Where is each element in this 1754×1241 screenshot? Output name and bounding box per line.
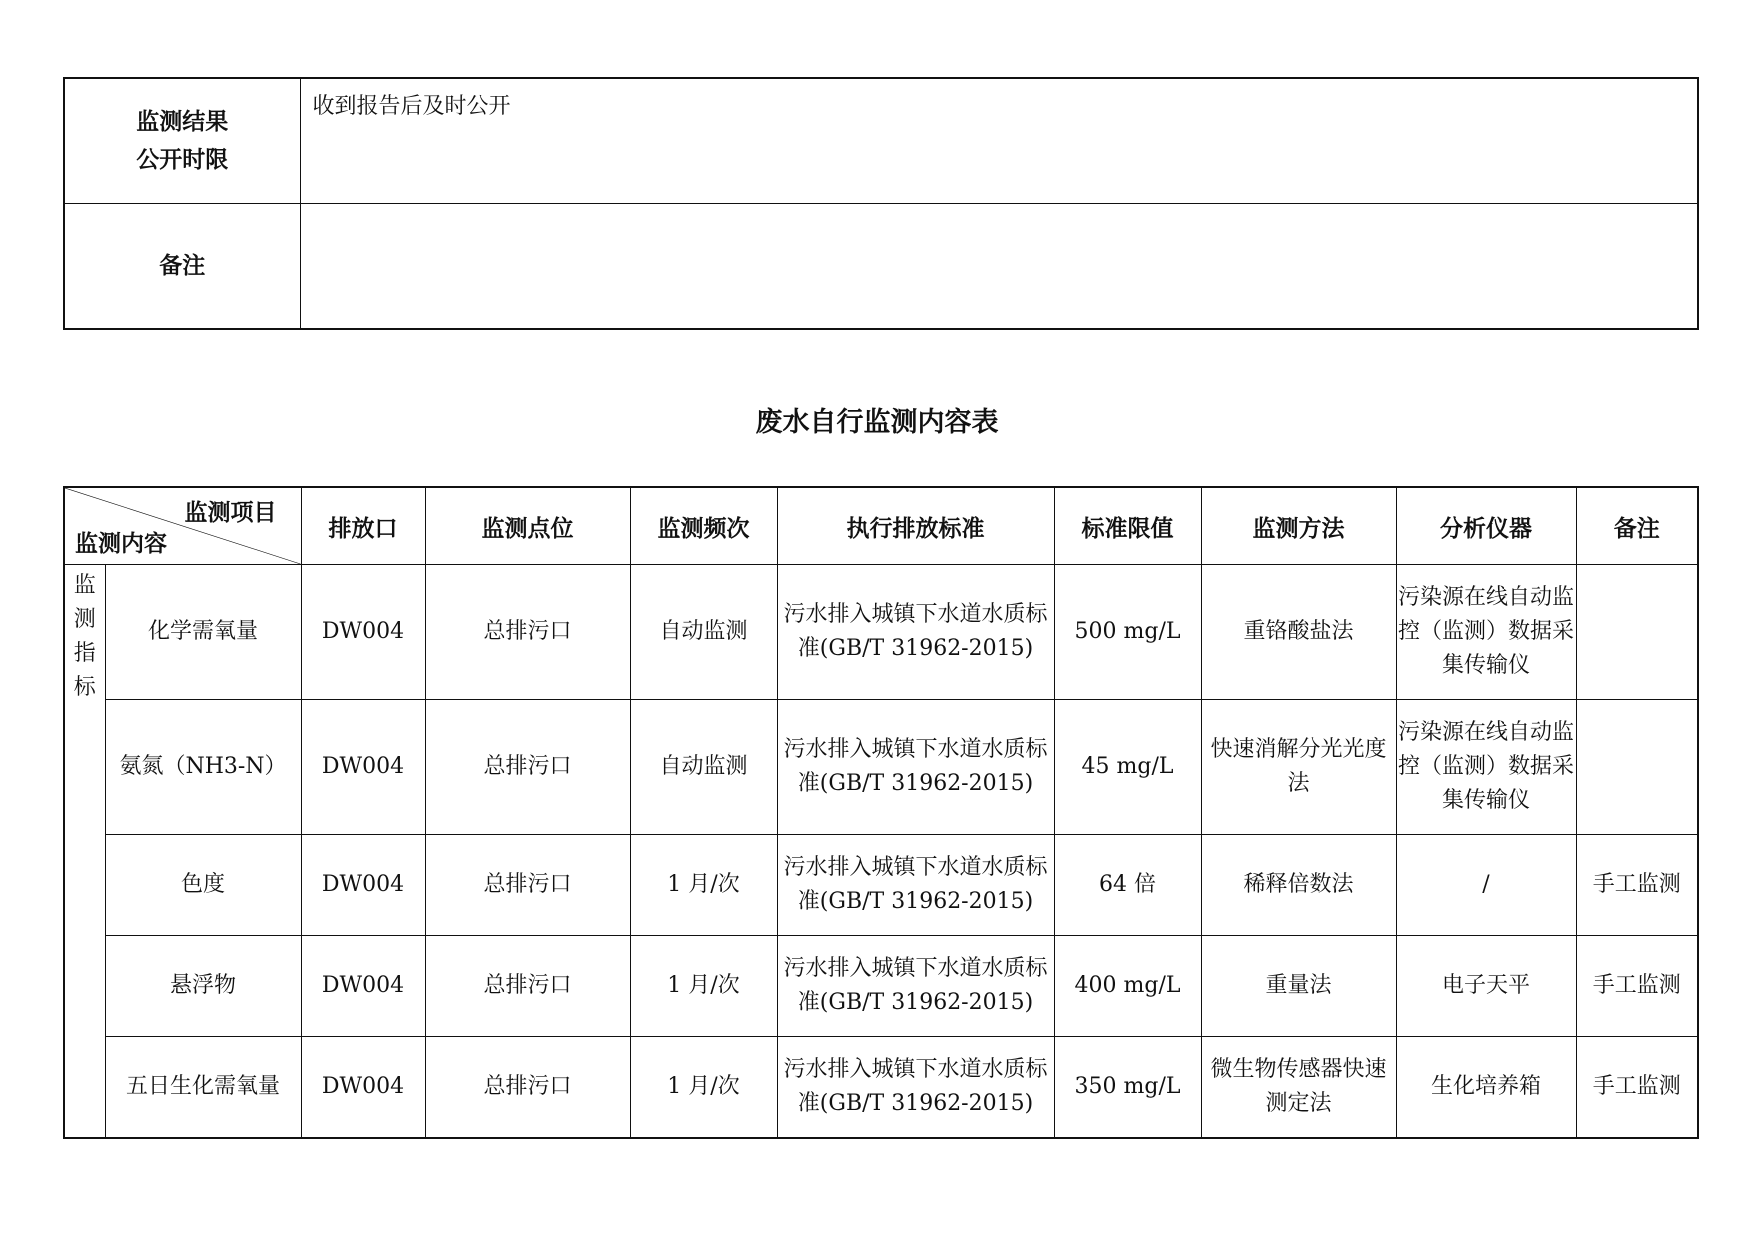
column-header: 备注 [1576, 487, 1698, 565]
group-label-char: 标 [73, 675, 96, 700]
note-cell: 手工监测 [1576, 936, 1698, 1037]
frequency-cell: 自动监测 [630, 565, 777, 700]
method-cell: 快速消解分光光度法 [1201, 700, 1396, 835]
outlet-cell: DW004 [301, 1037, 425, 1138]
frequency-cell: 1 月/次 [630, 835, 777, 936]
method-cell: 重量法 [1201, 936, 1396, 1037]
instrument-cell: 污染源在线自动监控（监测）数据采集传输仪 [1396, 565, 1576, 700]
table-row [64, 835, 1698, 936]
standard-cell: 污水排入城镇下水道水质标准(GB/T 31962-2015) [777, 1037, 1054, 1138]
item-cell: 色度 [105, 835, 301, 936]
table-row [64, 936, 1698, 1037]
diag-header-bottom: 监测内容 [75, 531, 167, 557]
frequency-cell: 自动监测 [630, 700, 777, 835]
remarks-value [300, 204, 1698, 330]
method-cell: 稀释倍数法 [1201, 835, 1396, 936]
frequency-cell: 1 月/次 [630, 1037, 777, 1138]
column-header: 监测频次 [630, 487, 777, 565]
table-title: 废水自行监测内容表 [755, 407, 999, 438]
outlet-cell: DW004 [301, 835, 425, 936]
point-cell: 总排污口 [425, 1037, 630, 1138]
limit-cell: 64 倍 [1054, 835, 1201, 936]
standard-cell: 污水排入城镇下水道水质标准(GB/T 31962-2015) [777, 565, 1054, 700]
limit-cell: 400 mg/L [1054, 936, 1201, 1037]
disclosure-time-label [64, 78, 300, 204]
instrument-cell: 生化培养箱 [1396, 1037, 1576, 1138]
point-cell: 总排污口 [425, 835, 630, 936]
limit-cell: 45 mg/L [1054, 700, 1201, 835]
header-row [64, 487, 1698, 565]
limit-cell: 350 mg/L [1054, 1037, 1201, 1138]
diag-header-top: 监测项目 [184, 500, 277, 526]
note-cell: 手工监测 [1576, 1037, 1698, 1138]
column-header: 监测方法 [1201, 487, 1396, 565]
diagonal-header-cell [64, 487, 301, 565]
item-cell: 化学需氧量 [105, 565, 301, 700]
instrument-cell: 电子天平 [1396, 936, 1576, 1037]
column-header: 监测点位 [425, 487, 630, 565]
group-label-char: 指 [73, 641, 96, 666]
method-cell: 微生物传感器快速测定法 [1201, 1037, 1396, 1138]
outlet-cell: DW004 [301, 936, 425, 1037]
remarks-row [64, 204, 1698, 330]
outlet-cell: DW004 [301, 700, 425, 835]
point-cell: 总排污口 [425, 700, 630, 835]
table-row [64, 565, 1698, 700]
column-header: 分析仪器 [1396, 487, 1576, 565]
table-row [64, 700, 1698, 835]
point-cell: 总排污口 [425, 936, 630, 1037]
group-label-char: 测 [73, 607, 96, 632]
group-label-char: 监 [73, 573, 96, 598]
wastewater-monitoring-table [63, 486, 1699, 1139]
column-header: 排放口 [301, 487, 425, 565]
remarks-label: 备注 [64, 204, 300, 330]
item-cell: 氨氮（NH3-N） [105, 700, 301, 835]
disclosure-table [63, 77, 1699, 330]
disclosure-time-value: 收到报告后及时公开 [300, 78, 1698, 204]
instrument-cell: / [1396, 835, 1576, 936]
method-cell: 重铬酸盐法 [1201, 565, 1396, 700]
note-cell [1576, 565, 1698, 700]
column-header: 标准限值 [1054, 487, 1201, 565]
table-row [64, 1037, 1698, 1138]
standard-cell: 污水排入城镇下水道水质标准(GB/T 31962-2015) [777, 700, 1054, 835]
item-cell: 五日生化需氧量 [105, 1037, 301, 1138]
standard-cell: 污水排入城镇下水道水质标准(GB/T 31962-2015) [777, 936, 1054, 1037]
frequency-cell: 1 月/次 [630, 936, 777, 1037]
group-label-cell [64, 565, 105, 1138]
label-line: 公开时限 [136, 147, 229, 173]
outlet-cell: DW004 [301, 565, 425, 700]
note-cell [1576, 700, 1698, 835]
instrument-cell: 污染源在线自动监控（监测）数据采集传输仪 [1396, 700, 1576, 835]
label-line: 监测结果 [136, 109, 229, 135]
item-cell: 悬浮物 [105, 936, 301, 1037]
point-cell: 总排污口 [425, 565, 630, 700]
disclosure-time-row [64, 78, 1698, 204]
limit-cell: 500 mg/L [1054, 565, 1201, 700]
note-cell: 手工监测 [1576, 835, 1698, 936]
column-header: 执行排放标准 [777, 487, 1054, 565]
standard-cell: 污水排入城镇下水道水质标准(GB/T 31962-2015) [777, 835, 1054, 936]
